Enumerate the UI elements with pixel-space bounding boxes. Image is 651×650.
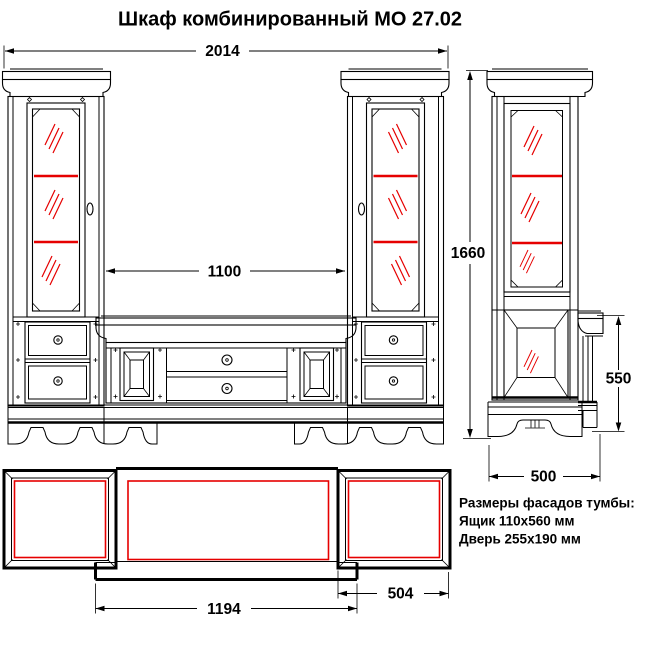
- plinth-front: [8, 405, 444, 444]
- note-line-1: Размеры фасадов тумбы:: [459, 495, 635, 511]
- plan-step: [96, 563, 358, 580]
- dim-cabinet-depth: [489, 434, 600, 486]
- note-line-3: Дверь 255х190 мм: [459, 531, 581, 547]
- dim-niche-width: [106, 264, 345, 281]
- dim-label-tumba-height: 550: [605, 370, 632, 388]
- note-block: [459, 496, 635, 547]
- drawer-knob: [222, 355, 232, 365]
- tumba-drawer: [167, 348, 288, 372]
- dim-total-height: [451, 71, 491, 439]
- note-line-2: Ящик 110х560 мм: [459, 513, 575, 529]
- tumba-side-profile: [578, 311, 603, 428]
- left-tower: [3, 69, 111, 406]
- dim-tumba-width: [96, 584, 358, 619]
- front-view: [3, 43, 450, 444]
- page-title: Шкаф комбинированный МО 27.02: [117, 8, 463, 31]
- tumba-front: [96, 316, 356, 403]
- dim-label-niche-width: 1100: [207, 263, 242, 281]
- side-view: [451, 69, 632, 486]
- dim-label-total-width: 2014: [205, 43, 240, 60]
- dim-tumba-height: [592, 316, 631, 432]
- plan-left-section: [4, 471, 116, 569]
- dim-label-cabinet-depth: 500: [530, 468, 557, 486]
- dim-label-tumba-width: 1194: [207, 601, 241, 618]
- tumba-drawer: [167, 377, 288, 401]
- dim-total-width: [4, 43, 448, 69]
- plan-view: [4, 469, 450, 619]
- dim-label-tumba-side-width: 504: [387, 585, 414, 603]
- dim-tumba-side-width: [338, 571, 449, 603]
- drawer-knob: [222, 384, 232, 394]
- plan-right-section: [338, 471, 450, 569]
- right-tower: [341, 69, 449, 406]
- dim-label-total-height: 1660: [450, 245, 486, 262]
